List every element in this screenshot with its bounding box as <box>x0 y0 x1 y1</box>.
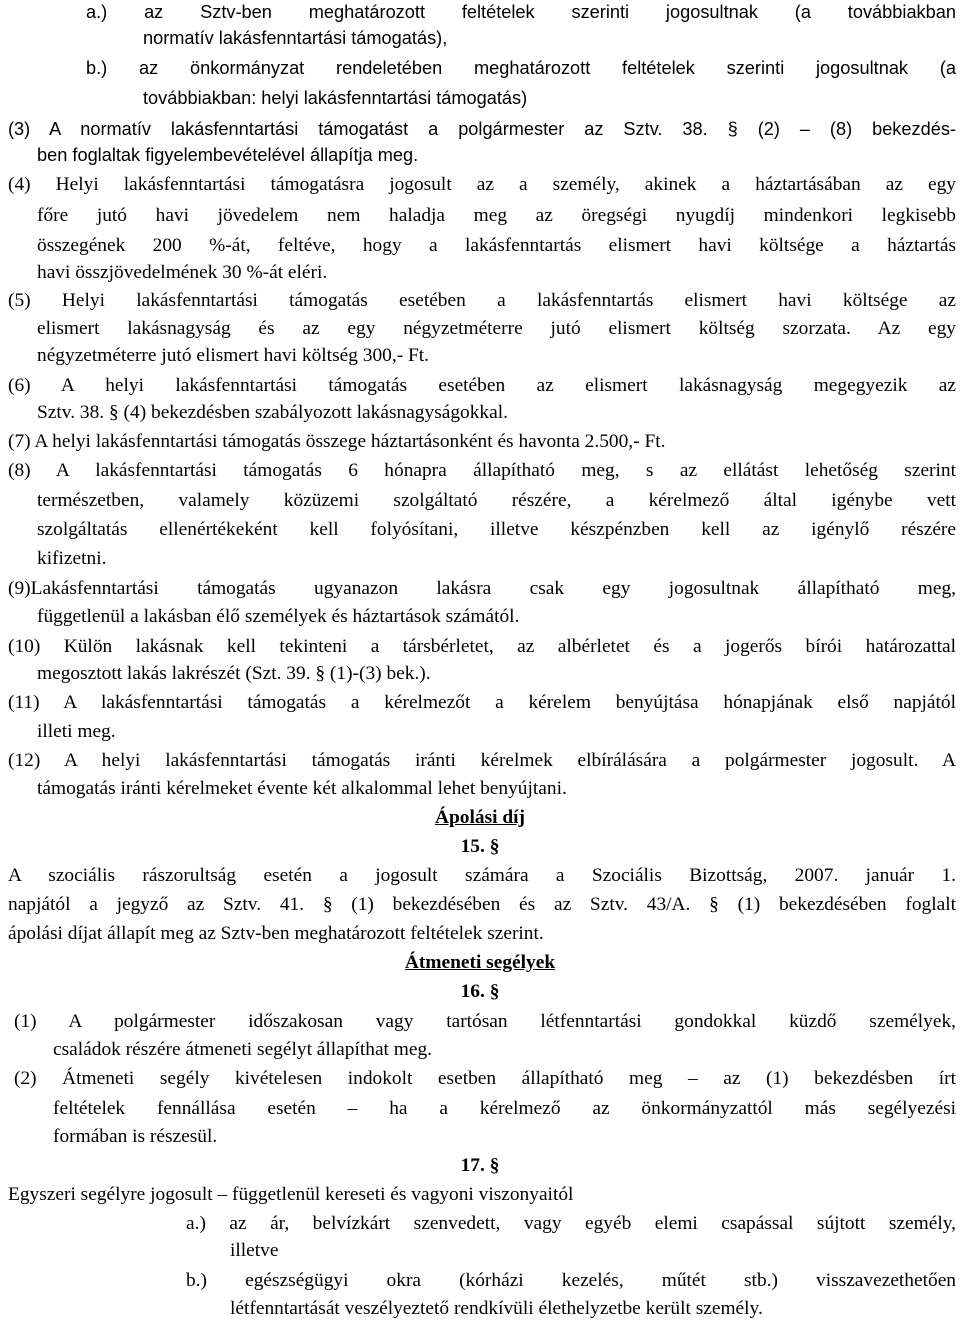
text-line: ápolási díjat állapít meg az Sztv-ben meghatározott feltételek szerint. <box>8 923 544 944</box>
text-line: szolgáltatás ellenértékeként kell folyósítani, illetve készpénzben kell az igénylő részére <box>37 519 956 540</box>
text-line: támogatás iránti kérelmeket évente két alkalommal lehet benyújtani. <box>37 778 567 799</box>
text-line: (11) A lakásfenntartási támogatás a kérelmezőt a kérelem benyújtása hónapjának első napjától <box>8 692 956 713</box>
text-line: (8) A lakásfenntartási támogatás 6 hónapra állapítható meg, s az ellátást lehetőség szerint <box>8 460 956 481</box>
text-line: (5) Helyi lakásfenntartási támogatás esetében a lakásfenntartás elismert havi költsége az <box>8 290 956 311</box>
text-line: b.) egészségügyi okra (kórházi kezelés, műtét stb.) visszavezethetően <box>186 1270 956 1291</box>
text-line: megosztott lakás lakrészét (Szt. 39. § (1)-(3) bek.). <box>37 663 431 684</box>
text-line: elismert lakásnagyság és az egy négyzetméterre jutó elismert költség szorzata. Az egy <box>37 318 956 339</box>
text-line: napjától a jegyző az Sztv. 41. § (1) bekezdésében és az Sztv. 43/A. § (1) bekezdésében foglalt <box>8 894 956 915</box>
text-line: (2) Átmeneti segély kivételesen indokolt esetben állapítható meg – az (1) bekezdésben írt <box>14 1068 956 1089</box>
text-line: feltételek fennállása esetén – ha a kérelmező az önkormányzattól más segélyezési <box>53 1098 956 1119</box>
text-line: Sztv. 38. § (4) bekezdésben szabályozott lakásnagyságokkal. <box>37 402 508 423</box>
text-line: (1) A polgármester időszakosan vagy tartósan létfenntartási gondokkal küzdő személyek, <box>14 1011 956 1032</box>
text-line: (12) A helyi lakásfenntartási támogatás iránti kérelmek elbírálására a polgármester jogosult. A <box>8 750 956 771</box>
section-number: 17. § <box>460 1155 500 1176</box>
text-line: illetve <box>230 1240 279 1261</box>
section-heading: Ápolási díj <box>435 807 525 828</box>
text-line: négyzetméterre jutó elismert havi költség 300,- Ft. <box>37 345 430 366</box>
text-line: A szociális rászorultság esetén a jogosult számára a Szociális Bizottság, 2007. január 1. <box>8 865 956 886</box>
text-line: formában is részesül. <box>53 1126 218 1147</box>
text-line: függetlenül a lakásban élő személyek és háztartások számától. <box>37 606 520 627</box>
section-number: 15. § <box>460 836 500 857</box>
text-line: (10) Külön lakásnak kell tekinteni a társbérletet, az albérletet és a jogerős bírói határozattal <box>8 636 956 657</box>
text-line: főre jutó havi jövedelem nem haladja meg az öregségi nyugdíj mindenkori legkisebb <box>37 205 956 226</box>
text-line: normatív lakásfenntartási támogatás), <box>143 28 448 48</box>
text-line: (4) Helyi lakásfenntartási támogatásra jogosult az a személy, akinek a háztartásában az egy <box>8 174 956 195</box>
text-line: összegének 200 %-át, feltéve, hogy a lakásfenntartás elismert havi költsége a háztartás <box>37 235 956 256</box>
text-line: (7) A helyi lakásfenntartási támogatás összege háztartásonként és havonta 2.500,- Ft. <box>8 431 666 452</box>
text-line: ben foglaltak figyelembevételével állapítja meg. <box>37 145 419 165</box>
section-number: 16. § <box>460 981 500 1002</box>
text-line: természetben, valamely közüzemi szolgáltató részére, a kérelmező által igénybe vett <box>37 490 956 511</box>
text-line: (9)Lakásfenntartási támogatás ugyanazon lakásra csak egy jogosultnak állapítható meg, <box>8 578 956 599</box>
text-line: illeti meg. <box>37 721 116 742</box>
text-line: létfenntartását veszélyeztető rendkívüli élethelyzetbe került személy. <box>230 1298 763 1319</box>
text-line: havi összjövedelmének 30 %-át eléri. <box>37 262 328 283</box>
text-line: családok részére átmeneti segélyt állapíthat meg. <box>53 1039 433 1060</box>
text-line: a.) az Sztv-ben meghatározott feltételek szerinti jogosultnak (a továbbiakban <box>86 2 956 22</box>
text-line: (3) A normatív lakásfenntartási támogatást a polgármester az Sztv. 38. § (2) – (8) bekezdés- <box>8 119 956 139</box>
section-heading: Átmeneti segélyek <box>404 952 556 973</box>
text-line: (6) A helyi lakásfenntartási támogatás esetében az elismert lakásnagyság megegyezik az <box>8 375 956 396</box>
text-line: Egyszeri segélyre jogosult – függetlenül kereseti és vagyoni viszonyaitól <box>8 1184 574 1205</box>
text-line: továbbiakban: helyi lakásfenntartási támogatás) <box>143 88 528 108</box>
text-line: kifizetni. <box>37 548 107 569</box>
text-line: a.) az ár, belvízkárt szenvedett, vagy egyéb elemi csapással sújtott személy, <box>186 1213 956 1234</box>
text-line: b.) az önkormányzat rendeletében meghatározott feltételek szerinti jogosultnak (a <box>86 58 956 78</box>
